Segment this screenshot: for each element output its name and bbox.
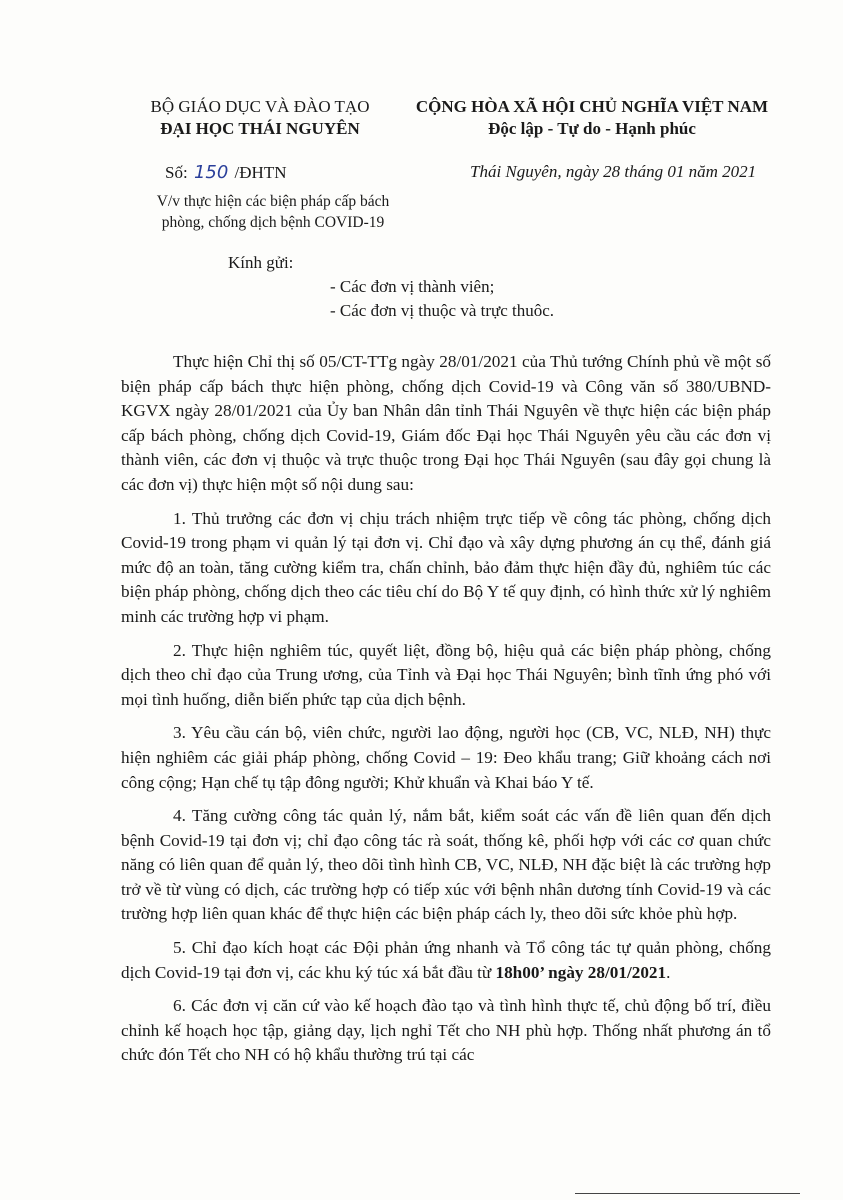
paragraph-4: 4. Tăng cường công tác quản lý, nắm bắt, kiểm soát các vấn đề liên quan đến dịch bệnh Covid-19 tại đơn vị; chỉ đạo công tác rà soát, thống kê, phối hợp với các cơ quan chức năng có liên quan để quản lý, theo dõi tình hình CB, VC, NLĐ, NH đặc biệt là các trường hợp trở về từ vùng có dịch, các trường hợp có tiếp xúc với bệnh nhân dương tính Covid-19 và các trường hợp liên quan khác để thực hiện các biện pháp cách ly, theo dõi sức khỏe phù hợp. xyxy=(121,806,771,924)
document-body xyxy=(121,350,771,1077)
paragraph-2: 2. Thực hiện nghiêm túc, quyết liệt, đồng bộ, hiệu quả các biện pháp phòng, chống dịch theo chỉ đạo của Trung ương, của Tỉnh và Đại học Thái Nguyên; bình tĩnh ứng phó với mọi tình huống, diễn biến phức tạp của dịch bệnh. xyxy=(121,640,771,709)
number-label: Số: xyxy=(165,163,188,182)
org-name: ĐẠI HỌC THÁI NGUYÊN xyxy=(160,119,360,138)
subject xyxy=(143,191,403,233)
page-edge-line xyxy=(575,1193,800,1194)
paragraph-5 xyxy=(121,936,771,985)
document-date: Thái Nguyên, ngày 28 tháng 01 năm 2021 xyxy=(470,162,757,181)
paragraph-3: 3. Yêu cầu cán bộ, viên chức, người lao động, người học (CB, VC, NLĐ, NH) thực hiện nghiêm các giải pháp phòng, chống Covid – 19: Đeo khẩu trang; Giữ khoảng cách nơi công cộng; Hạn chế tụ tập đông người; Khử khuẩn và Khai báo Y tế. xyxy=(121,723,771,792)
recipient-item: - Các đơn vị thành viên; xyxy=(330,277,495,296)
paragraph-5-end: . xyxy=(666,962,671,982)
paragraph-1: 1. Thủ trưởng các đơn vị chịu trách nhiệm trực tiếp về công tác phòng, chống dịch Covid-19 trong phạm vi quản lý tại đơn vị. Chỉ đạo và xây dựng phương án cụ thể, đánh giá mức độ an toàn, tăng cường kiểm tra, chấn chỉnh, bảo đảm thực hiện đầy đủ, nghiêm túc các biện pháp phòng, chống dịch theo các tiêu chí do Bộ Y tế quy định, có hình thức xử lý nghiêm minh các trường hợp vi phạm. xyxy=(121,508,771,626)
intro-paragraph: Thực hiện Chỉ thị số 05/CT-TTg ngày 28/01/2021 của Thủ tướng Chính phủ về một số biện pháp cấp bách thực hiện phòng, chống dịch Covid-19 và Công văn số 380/UBND-KGVX ngày 28/01/2021 của Ủy ban Nhân dân tỉnh Thái Nguyên về thực hiện các biện pháp cấp bách phòng, chống dịch Covid-19, Giám đốc Đại học Thái Nguyên yêu cầu các đơn vị thành viên, các đơn vị thuộc và trực thuộc trong Đại học Thái Nguyên (sau đây gọi chung là các đơn vị) thực hiện một số nội dung sau: xyxy=(121,352,771,494)
document-number xyxy=(165,162,287,183)
issuer-header xyxy=(120,96,400,140)
org-parent: BỘ GIÁO DỤC VÀ ĐÀO TẠO xyxy=(150,97,370,116)
recipients-label: Kính gửi: xyxy=(228,253,294,272)
paragraph-5-text: 5. Chỉ đạo kích hoạt các Đội phản ứng nhanh và Tổ công tác tự quản phòng, chống dịch Covid-19 tại đơn vị, các khu ký túc xá bắt đầu từ xyxy=(121,938,771,982)
paragraph-6: 6. Các đơn vị căn cứ vào kế hoạch đào tạo và tình hình thực tế, chủ động bố trí, điều chỉnh kế hoạch học tập, giảng dạy, lịch nghỉ Tết cho NH phù hợp. Thống nhất phương án tổ chức đón Tết cho NH có hộ khẩu thường trú tại các xyxy=(121,996,771,1065)
handwritten-number: 150 xyxy=(193,162,229,183)
paragraph-5-deadline: 18h00’ ngày 28/01/2021 xyxy=(495,962,667,982)
recipient-item: - Các đơn vị thuộc và trực thuôc. xyxy=(330,301,555,320)
national-header xyxy=(392,96,792,140)
subject-line-1: V/v thực hiện các biện pháp cấp bách xyxy=(156,193,390,210)
subject-line-2: phòng, chống dịch bệnh COVID-19 xyxy=(161,214,385,231)
number-suffix: /ĐHTN xyxy=(234,163,287,182)
motto: Độc lập - Tự do - Hạnh phúc xyxy=(488,119,696,138)
country-name: CỘNG HÒA XÃ HỘI CHỦ NGHĨA VIỆT NAM xyxy=(415,97,769,116)
